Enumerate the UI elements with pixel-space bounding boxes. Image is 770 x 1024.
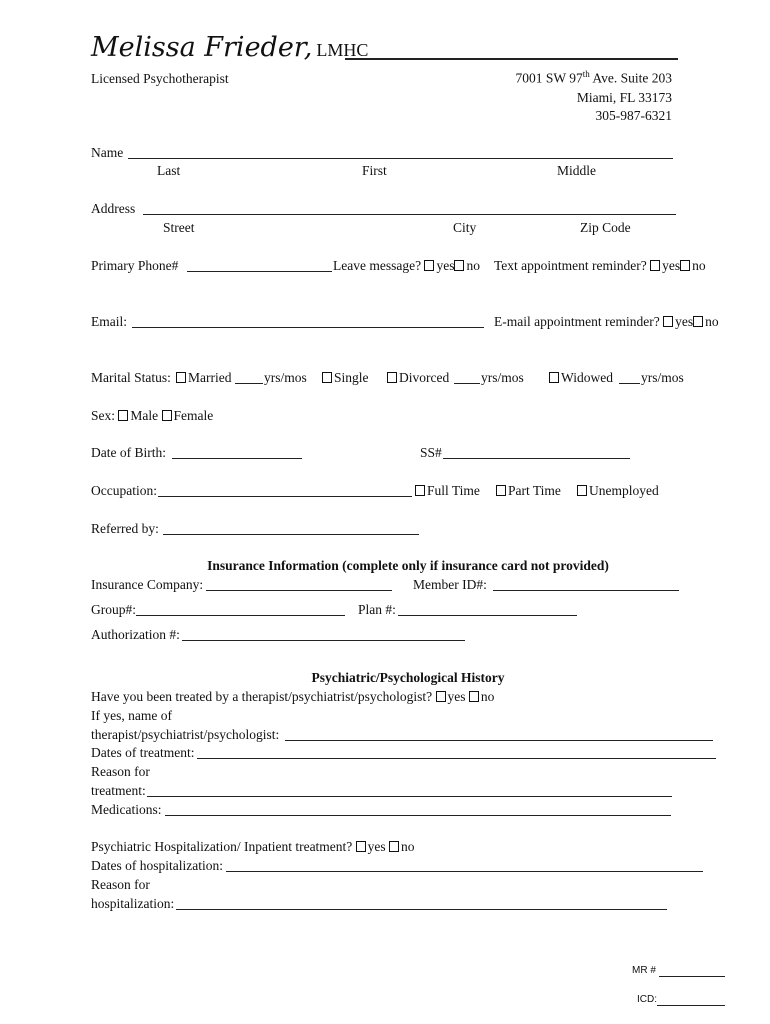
widowed-yrs-mos: yrs/mos [641, 370, 684, 385]
practitioner-name: Melissa Frieder, [91, 32, 313, 63]
last-name-caption: Last [157, 163, 181, 178]
dates-hospitalization-field[interactable] [226, 871, 703, 872]
mr-field[interactable] [659, 976, 725, 977]
sex-group: Sex: Male Female [91, 408, 214, 423]
dates-hospitalization-label: Dates of hospitalization: [91, 858, 223, 873]
treated-question: Have you been treated by a therapist/psychiatrist/psychologist? yes no [91, 689, 495, 704]
divorced-yrs-mos: yrs/mos [481, 370, 524, 385]
name-label: Name [91, 145, 124, 160]
authorization-field[interactable] [182, 640, 465, 641]
married-yrs-mos: yrs/mos [264, 370, 307, 385]
practice-phone: 305-987-6321 [595, 108, 672, 123]
icd-field[interactable] [657, 1005, 725, 1006]
hospitalization-yes-checkbox[interactable] [356, 841, 366, 852]
insurance-heading: Insurance Information (complete only if insurance card not provided) [207, 558, 609, 573]
medications-field[interactable] [165, 815, 671, 816]
full-time-option: Full Time [415, 483, 480, 499]
reason-for-label: Reason for [91, 764, 150, 779]
ss-field[interactable] [443, 458, 630, 459]
email-field[interactable] [132, 327, 484, 328]
unemployed-checkbox[interactable] [577, 485, 587, 496]
divorced-option: Divorced [387, 370, 449, 386]
plan-field[interactable] [398, 615, 577, 616]
therapist-field[interactable] [285, 740, 713, 741]
treatment-reason-field[interactable] [147, 796, 672, 797]
member-id-label: Member ID#: [413, 577, 487, 592]
history-heading: Psychiatric/Psychological History [311, 670, 505, 685]
referred-by-field[interactable] [163, 534, 419, 535]
ss-label: SS# [420, 445, 442, 460]
referred-by-label: Referred by: [91, 521, 159, 536]
marital-status-label: Marital Status: [91, 370, 171, 385]
credential: LMHC [316, 40, 369, 60]
practitioner-title: Licensed Psychotherapist [91, 71, 229, 86]
name-field[interactable] [128, 158, 673, 159]
insurance-company-label: Insurance Company: [91, 577, 204, 592]
dates-treatment-label: Dates of treatment: [91, 745, 195, 760]
unemployed-option: Unemployed [577, 483, 659, 499]
address-field[interactable] [143, 214, 676, 215]
female-checkbox[interactable] [162, 410, 172, 421]
divorced-duration-field[interactable] [454, 383, 480, 384]
primary-phone-field[interactable] [187, 271, 332, 272]
leave-message-no-checkbox[interactable] [454, 260, 464, 271]
zip-caption: Zip Code [580, 220, 631, 235]
mr-label: MR # [632, 965, 656, 976]
male-checkbox[interactable] [118, 410, 128, 421]
plan-label: Plan #: [358, 602, 396, 617]
email-reminder-yes-checkbox[interactable] [663, 316, 673, 327]
text-reminder-no-checkbox[interactable] [680, 260, 690, 271]
leave-message-group: Leave message? yes no [333, 258, 480, 273]
widowed-duration-field[interactable] [619, 383, 640, 384]
full-time-checkbox[interactable] [415, 485, 425, 496]
hospitalization-question: Psychiatric Hospitalization/ Inpatient treatment? yes no [91, 839, 415, 854]
primary-phone-label: Primary Phone# [91, 258, 179, 273]
married-checkbox[interactable] [176, 372, 186, 383]
treated-no-checkbox[interactable] [469, 691, 479, 702]
dob-label: Date of Birth: [91, 445, 166, 460]
married-option: Married [176, 370, 231, 386]
header-rule [345, 58, 678, 60]
dates-treatment-field[interactable] [197, 758, 716, 759]
occupation-label: Occupation: [91, 483, 157, 498]
hospitalization-reason-field[interactable] [176, 909, 667, 910]
hospitalization-label: hospitalization: [91, 896, 175, 911]
practitioner-heading [91, 32, 368, 63]
email-label: Email: [91, 314, 127, 329]
divorced-checkbox[interactable] [387, 372, 397, 383]
occupation-field[interactable] [158, 496, 412, 497]
text-reminder-group: Text appointment reminder? yes no [494, 258, 706, 273]
single-option: Single [322, 370, 369, 386]
first-name-caption: First [362, 163, 387, 178]
email-reminder-no-checkbox[interactable] [693, 316, 703, 327]
group-label: Group#: [91, 602, 136, 617]
single-checkbox[interactable] [322, 372, 332, 383]
treated-yes-checkbox[interactable] [436, 691, 446, 702]
middle-name-caption: Middle [557, 163, 596, 178]
email-reminder-group: E-mail appointment reminder? yes no [494, 314, 719, 329]
street-caption: Street [163, 220, 195, 235]
married-duration-field[interactable] [235, 383, 263, 384]
dob-field[interactable] [172, 458, 302, 459]
text-reminder-yes-checkbox[interactable] [650, 260, 660, 271]
hospitalization-no-checkbox[interactable] [389, 841, 399, 852]
member-id-field[interactable] [493, 590, 679, 591]
part-time-checkbox[interactable] [496, 485, 506, 496]
widowed-checkbox[interactable] [549, 372, 559, 383]
therapist-label: therapist/psychiatrist/psychologist: [91, 727, 280, 742]
practice-address: 7001 SW 97th Ave. Suite 203 [515, 69, 672, 86]
icd-label: ICD: [637, 994, 657, 1005]
widowed-option: Widowed [549, 370, 613, 386]
city-caption: City [453, 220, 477, 235]
if-yes-label: If yes, name of [91, 708, 172, 723]
leave-message-yes-checkbox[interactable] [424, 260, 434, 271]
authorization-label: Authorization #: [91, 627, 180, 642]
medications-label: Medications: [91, 802, 162, 817]
insurance-company-field[interactable] [206, 590, 392, 591]
treatment-label: treatment: [91, 783, 146, 798]
address-label: Address [91, 201, 136, 216]
reason-for-hosp-label: Reason for [91, 877, 150, 892]
part-time-option: Part Time [496, 483, 561, 499]
group-field[interactable] [136, 615, 345, 616]
practice-city: Miami, FL 33173 [576, 90, 672, 105]
